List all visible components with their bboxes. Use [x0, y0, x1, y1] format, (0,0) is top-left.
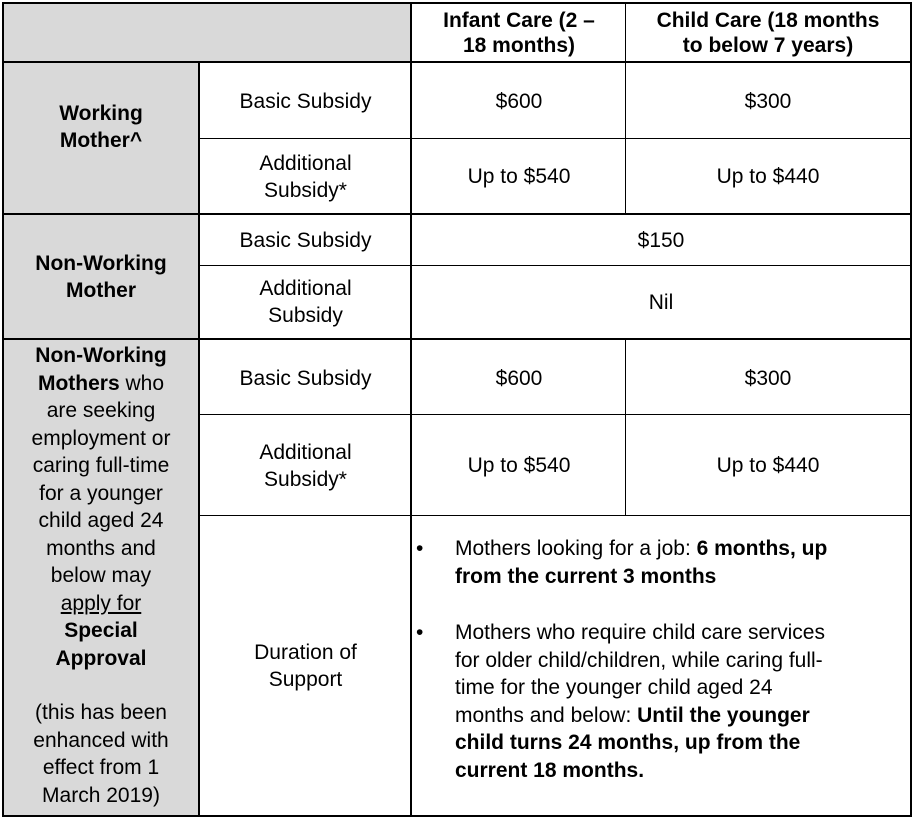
border-left [2, 2, 4, 817]
header-child-line2: to below 7 years) [682, 33, 854, 57]
bullet2-bold1: Until the younger [637, 703, 810, 727]
special-line-approval: Approval [55, 646, 147, 670]
bullet2-bold3: current 18 months. [455, 758, 645, 782]
border-bottom [2, 815, 912, 817]
special-note-line2: enhanced with [33, 728, 169, 752]
line-special-mid2 [199, 515, 912, 516]
line-working-bottom [2, 213, 912, 215]
bullet1-bold2: from the current 3 months [455, 564, 717, 588]
line-col3-bottom [625, 339, 626, 516]
special-basic-child: $300 [744, 366, 792, 390]
line-nonworking-mid [199, 265, 912, 266]
special-line2 [38, 370, 164, 398]
special-line9: below may [50, 564, 152, 587]
line-special-mid1 [199, 414, 912, 415]
special-basic-infant: $600 [495, 366, 543, 390]
special-additional-infant: Up to $540 [467, 454, 571, 477]
special-line8: months and [46, 536, 156, 560]
bullet2-text4: months and below: [455, 703, 638, 727]
working-additional-child: Up to $440 [716, 165, 820, 188]
special-apply-for: apply for [60, 591, 142, 615]
special-line-special: Special [64, 619, 138, 642]
working-basic-label: Basic Subsidy [239, 89, 372, 113]
header-infant-line2: 18 months) [462, 33, 575, 57]
non-working-mother-label [3, 215, 199, 338]
bullet1-line1 [455, 535, 904, 563]
bullet-item-childcare [414, 619, 904, 784]
working-additional-line1: Additional [259, 151, 352, 175]
special-additional-line1: Additional [259, 440, 352, 464]
non-working-basic-value: $150 [637, 228, 685, 252]
non-working-line1: Non-Working [35, 251, 167, 275]
border-right [910, 2, 912, 817]
special-note-line4: March 2019) [42, 783, 160, 807]
line-col2 [410, 2, 412, 817]
working-additional-infant: Up to $540 [467, 165, 571, 188]
duration-bullets [414, 535, 904, 784]
special-approval-label [3, 342, 199, 816]
working-mother-label [3, 100, 199, 180]
header-child-line1: Child Care (18 months [656, 8, 880, 32]
working-basic-infant: $600 [495, 89, 543, 113]
bullet1-text: Mothers looking for a job: [455, 537, 697, 560]
special-line3: are seeking [46, 399, 156, 422]
border-top [2, 2, 912, 4]
working-additional-line2: Subsidy* [264, 178, 347, 202]
non-working-additional-value: Nil [648, 290, 674, 314]
line-nonworking-bottom [2, 338, 912, 340]
non-working-additional-label [200, 266, 411, 338]
bullet2-line3: time for the younger child aged 24 [455, 676, 773, 699]
header-infant-care [412, 3, 626, 62]
special-line-bold1: Non-Working [35, 344, 167, 367]
duration-line2: Support [268, 668, 343, 691]
working-basic-child: $300 [744, 89, 792, 113]
line-col1 [198, 62, 200, 817]
bullet-dot: • [416, 537, 424, 560]
bullet-dot: • [416, 621, 424, 644]
line-working-mid [199, 138, 912, 139]
bullet2-bold2: child turns 24 months, up from the [455, 731, 801, 754]
non-working-line2: Mother [66, 278, 136, 302]
bullet2-line4 [455, 702, 904, 730]
line-col3-top [625, 2, 626, 214]
non-working-additional-line1: Additional [259, 277, 352, 300]
special-note-line1: (this has been [35, 701, 167, 724]
special-line5: caring full-time [32, 454, 170, 477]
working-additional-label [200, 139, 411, 214]
bullet2-line2: for older child/children, while caring full- [455, 648, 823, 672]
special-additional-label [200, 415, 411, 516]
bullet-item-job [414, 535, 904, 590]
line-header-bottom [2, 61, 912, 63]
special-bold-mothers: Mothers [37, 371, 120, 395]
working-mother-line1: Working [59, 102, 143, 125]
special-additional-line2: Subsidy* [264, 467, 347, 491]
header-child-care [626, 3, 910, 62]
non-working-additional-line2: Subsidy [268, 304, 343, 327]
non-working-basic-label: Basic Subsidy [239, 228, 372, 252]
bullet2-line1: Mothers who require child care services [455, 621, 825, 644]
special-note-line3: effect from 1 [42, 756, 160, 779]
header-infant-line1: Infant Care (2 – [443, 8, 595, 32]
special-who: who [119, 371, 165, 395]
header-row-background [3, 3, 411, 62]
special-line4: employment or [31, 426, 171, 450]
duration-line1: Duration of [254, 641, 357, 664]
working-mother-line2: Mother^ [59, 129, 143, 152]
special-line7: child aged 24 [38, 509, 164, 532]
special-basic-label: Basic Subsidy [239, 366, 372, 390]
bullet1-bold1: 6 months, up [696, 537, 828, 560]
duration-label [200, 516, 411, 816]
special-additional-child: Up to $440 [716, 454, 820, 477]
special-line6: for a younger [39, 481, 163, 505]
